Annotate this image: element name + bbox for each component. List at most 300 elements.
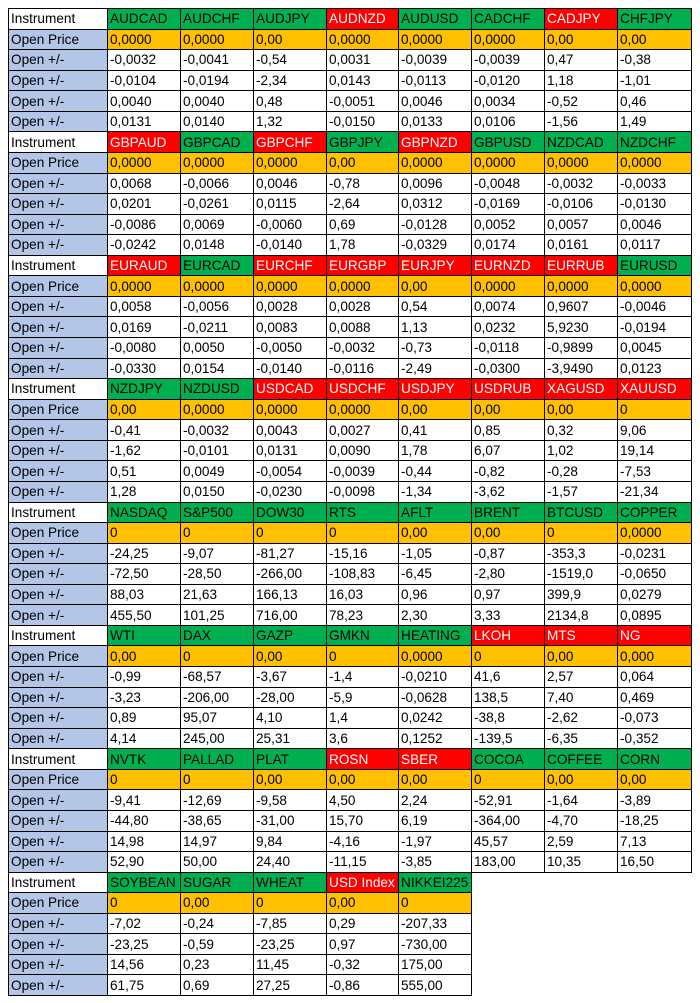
open-diff-cell[interactable]: -206,00 bbox=[181, 687, 254, 708]
open-diff-cell[interactable]: 27,25 bbox=[254, 975, 327, 996]
open-diff-cell[interactable]: 16,03 bbox=[327, 584, 399, 605]
open-diff-cell[interactable]: 0,48 bbox=[254, 91, 327, 112]
open-price-cell[interactable]: 0 bbox=[108, 523, 181, 544]
open-diff-cell[interactable]: -1,56 bbox=[545, 111, 618, 132]
open-diff-cell[interactable]: 0,0143 bbox=[327, 70, 399, 91]
instrument-name-cell[interactable]: AUDCAD bbox=[108, 9, 181, 30]
open-diff-cell[interactable]: -0,0261 bbox=[181, 194, 254, 215]
open-diff-cell[interactable]: 2,59 bbox=[545, 831, 618, 852]
open-price-cell[interactable]: 0,0000 bbox=[254, 399, 327, 420]
open-diff-cell[interactable]: 0,0090 bbox=[327, 440, 399, 461]
open-diff-cell[interactable]: 0,0058 bbox=[108, 296, 181, 317]
open-price-cell[interactable]: 0 bbox=[181, 646, 254, 667]
open-diff-cell[interactable]: 455,50 bbox=[108, 605, 181, 626]
open-diff-cell[interactable]: -0,0128 bbox=[399, 214, 472, 235]
open-price-cell[interactable]: 0,00 bbox=[254, 769, 327, 790]
open-diff-cell[interactable]: -266,00 bbox=[254, 564, 327, 585]
open-diff-cell[interactable]: 0,0201 bbox=[108, 194, 181, 215]
open-diff-cell[interactable]: 88,03 bbox=[108, 584, 181, 605]
open-diff-cell[interactable]: 0,0140 bbox=[181, 111, 254, 132]
instrument-name-cell[interactable]: CADJPY bbox=[545, 9, 618, 30]
instrument-name-cell[interactable]: GBPJPY bbox=[327, 132, 399, 153]
open-price-cell[interactable]: 0,0000 bbox=[254, 152, 327, 173]
open-diff-cell[interactable]: -1,64 bbox=[545, 790, 618, 811]
open-diff-cell[interactable]: 0,89 bbox=[108, 708, 181, 729]
instrument-name-cell[interactable]: AUDNZD bbox=[327, 9, 399, 30]
open-price-cell[interactable]: 0,00 bbox=[108, 646, 181, 667]
open-price-cell[interactable]: 0,00 bbox=[254, 646, 327, 667]
open-diff-cell[interactable]: 2,57 bbox=[545, 667, 618, 688]
open-diff-cell[interactable]: 1,49 bbox=[618, 111, 692, 132]
open-diff-cell[interactable]: -18,25 bbox=[618, 810, 692, 831]
open-diff-cell[interactable]: -0,0210 bbox=[399, 667, 472, 688]
open-diff-cell[interactable]: 4,10 bbox=[254, 708, 327, 729]
instrument-name-cell[interactable]: COFFEE bbox=[545, 749, 618, 770]
open-diff-cell[interactable]: -207,33 bbox=[399, 913, 472, 934]
open-diff-cell[interactable]: -1,4 bbox=[327, 667, 399, 688]
open-diff-cell[interactable]: 0,0083 bbox=[254, 317, 327, 338]
open-diff-cell[interactable]: 716,00 bbox=[254, 605, 327, 626]
open-diff-cell[interactable]: -6,45 bbox=[399, 564, 472, 585]
open-diff-cell[interactable]: 0,0034 bbox=[472, 91, 545, 112]
open-diff-cell[interactable]: 0,0050 bbox=[181, 338, 254, 359]
open-diff-cell[interactable]: -0,0033 bbox=[618, 173, 692, 194]
open-diff-cell[interactable]: 0,46 bbox=[618, 91, 692, 112]
open-diff-cell[interactable]: 0,0174 bbox=[472, 235, 545, 256]
open-diff-cell[interactable]: -0,0039 bbox=[399, 50, 472, 71]
open-diff-cell[interactable]: -24,25 bbox=[108, 543, 181, 564]
open-diff-cell[interactable]: 5,9230 bbox=[545, 317, 618, 338]
open-diff-cell[interactable]: -364,00 bbox=[472, 810, 545, 831]
open-price-cell[interactable]: 0,00 bbox=[545, 29, 618, 50]
open-diff-cell[interactable]: 1,18 bbox=[545, 70, 618, 91]
open-diff-cell[interactable]: -9,41 bbox=[108, 790, 181, 811]
open-diff-cell[interactable]: -3,67 bbox=[254, 667, 327, 688]
open-diff-cell[interactable]: -0,0086 bbox=[108, 214, 181, 235]
instrument-name-cell[interactable]: GMKN bbox=[327, 625, 399, 646]
open-price-cell[interactable]: 0,0000 bbox=[472, 29, 545, 50]
open-diff-cell[interactable]: 1,13 bbox=[399, 317, 472, 338]
open-diff-cell[interactable]: 6,19 bbox=[399, 810, 472, 831]
open-diff-cell[interactable]: -0,0048 bbox=[472, 173, 545, 194]
open-diff-cell[interactable]: -0,0118 bbox=[472, 338, 545, 359]
instrument-name-cell[interactable]: XAUUSD bbox=[618, 379, 692, 400]
open-diff-cell[interactable]: -1,62 bbox=[108, 440, 181, 461]
instrument-name-cell[interactable]: GBPAUD bbox=[108, 132, 181, 153]
instrument-name-cell[interactable]: AUDUSD bbox=[399, 9, 472, 30]
open-price-cell[interactable]: 0,0000 bbox=[545, 152, 618, 173]
open-diff-cell[interactable]: -1,05 bbox=[399, 543, 472, 564]
open-diff-cell[interactable]: 0,0052 bbox=[472, 214, 545, 235]
open-diff-cell[interactable]: -0,78 bbox=[327, 173, 399, 194]
open-price-cell[interactable]: 0,0000 bbox=[181, 152, 254, 173]
instrument-name-cell[interactable]: BRENT bbox=[472, 502, 545, 523]
open-diff-cell[interactable]: -108,83 bbox=[327, 564, 399, 585]
open-diff-cell[interactable]: -2,64 bbox=[327, 194, 399, 215]
open-diff-cell[interactable]: -0,99 bbox=[108, 667, 181, 688]
instrument-name-cell[interactable]: RTS bbox=[327, 502, 399, 523]
open-price-cell[interactable]: 0,0000 bbox=[472, 276, 545, 297]
open-diff-cell[interactable]: 0,0169 bbox=[108, 317, 181, 338]
open-diff-cell[interactable]: -0,0098 bbox=[327, 481, 399, 502]
open-diff-cell[interactable]: 0,96 bbox=[399, 584, 472, 605]
open-price-cell[interactable]: 0,0000 bbox=[108, 276, 181, 297]
open-diff-cell[interactable]: 245,00 bbox=[181, 728, 254, 749]
instrument-name-cell[interactable]: CADCHF bbox=[472, 9, 545, 30]
open-diff-cell[interactable]: 0,0027 bbox=[327, 420, 399, 441]
open-price-cell[interactable]: 0,0000 bbox=[399, 152, 472, 173]
open-diff-cell[interactable]: -0,0194 bbox=[181, 70, 254, 91]
instrument-name-cell[interactable]: EURGBP bbox=[327, 255, 399, 276]
open-diff-cell[interactable]: 0,0068 bbox=[108, 173, 181, 194]
open-price-cell[interactable]: 0,0000 bbox=[399, 646, 472, 667]
open-diff-cell[interactable]: -0,0113 bbox=[399, 70, 472, 91]
open-diff-cell[interactable]: 0,064 bbox=[618, 667, 692, 688]
open-diff-cell[interactable]: 16,50 bbox=[618, 852, 692, 873]
instrument-name-cell[interactable]: ROSN bbox=[327, 749, 399, 770]
open-price-cell[interactable]: 0,00 bbox=[618, 29, 692, 50]
instrument-name-cell[interactable]: GAZP bbox=[254, 625, 327, 646]
open-diff-cell[interactable]: 45,57 bbox=[472, 831, 545, 852]
open-diff-cell[interactable]: -353,3 bbox=[545, 543, 618, 564]
instrument-name-cell[interactable]: EURCAD bbox=[181, 255, 254, 276]
open-diff-cell[interactable]: -7,53 bbox=[618, 461, 692, 482]
open-diff-cell[interactable]: 183,00 bbox=[472, 852, 545, 873]
open-price-cell[interactable]: 0 bbox=[108, 769, 181, 790]
open-diff-cell[interactable]: 0,0117 bbox=[618, 235, 692, 256]
instrument-name-cell[interactable]: COCOA bbox=[472, 749, 545, 770]
open-diff-cell[interactable]: 0,0049 bbox=[181, 461, 254, 482]
open-diff-cell[interactable]: 0,0046 bbox=[254, 173, 327, 194]
open-price-cell[interactable]: 0,00 bbox=[618, 769, 692, 790]
open-diff-cell[interactable]: 0,0161 bbox=[545, 235, 618, 256]
open-diff-cell[interactable]: -0,9899 bbox=[545, 338, 618, 359]
open-diff-cell[interactable]: 3,6 bbox=[327, 728, 399, 749]
open-diff-cell[interactable]: -31,00 bbox=[254, 810, 327, 831]
open-diff-cell[interactable]: 61,75 bbox=[108, 975, 181, 996]
open-diff-cell[interactable]: 7,13 bbox=[618, 831, 692, 852]
open-diff-cell[interactable]: 21,63 bbox=[181, 584, 254, 605]
open-diff-cell[interactable]: -0,0080 bbox=[108, 338, 181, 359]
open-diff-cell[interactable]: -0,0650 bbox=[618, 564, 692, 585]
instrument-name-cell[interactable]: DAX bbox=[181, 625, 254, 646]
open-diff-cell[interactable]: -23,25 bbox=[108, 934, 181, 955]
open-diff-cell[interactable]: -2,80 bbox=[472, 564, 545, 585]
instrument-name-cell[interactable]: S&P500 bbox=[181, 502, 254, 523]
open-diff-cell[interactable]: -2,62 bbox=[545, 708, 618, 729]
open-price-cell[interactable]: 0,00 bbox=[254, 29, 327, 50]
open-price-cell[interactable]: 0,0000 bbox=[108, 152, 181, 173]
open-diff-cell[interactable]: 0,469 bbox=[618, 687, 692, 708]
instrument-name-cell[interactable]: HEATING bbox=[399, 625, 472, 646]
open-diff-cell[interactable]: -3,9490 bbox=[545, 358, 618, 379]
open-diff-cell[interactable]: 7,40 bbox=[545, 687, 618, 708]
open-diff-cell[interactable]: 9,84 bbox=[254, 831, 327, 852]
open-diff-cell[interactable]: 0,0133 bbox=[399, 111, 472, 132]
instrument-name-cell[interactable]: MTS bbox=[545, 625, 618, 646]
open-price-cell[interactable]: 0,0000 bbox=[181, 276, 254, 297]
open-price-cell[interactable]: 0,0000 bbox=[327, 29, 399, 50]
open-diff-cell[interactable]: 0,0123 bbox=[618, 358, 692, 379]
open-diff-cell[interactable]: 0,0074 bbox=[472, 296, 545, 317]
instrument-name-cell[interactable]: SBER bbox=[399, 749, 472, 770]
instrument-name-cell[interactable]: GBPCAD bbox=[181, 132, 254, 153]
open-diff-cell[interactable]: -0,0194 bbox=[618, 317, 692, 338]
open-diff-cell[interactable]: -9,58 bbox=[254, 790, 327, 811]
open-price-cell[interactable]: 0,00 bbox=[181, 893, 254, 914]
open-diff-cell[interactable]: 50,00 bbox=[181, 852, 254, 873]
open-price-cell[interactable]: 0,0000 bbox=[399, 29, 472, 50]
open-diff-cell[interactable]: -0,0106 bbox=[545, 194, 618, 215]
open-diff-cell[interactable]: 0,0279 bbox=[618, 584, 692, 605]
open-diff-cell[interactable]: -1,97 bbox=[399, 831, 472, 852]
open-diff-cell[interactable]: 52,90 bbox=[108, 852, 181, 873]
open-diff-cell[interactable]: -0,0169 bbox=[472, 194, 545, 215]
instrument-name-cell[interactable]: USDRUB bbox=[472, 379, 545, 400]
open-diff-cell[interactable]: -0,0101 bbox=[181, 440, 254, 461]
open-diff-cell[interactable]: 0,1252 bbox=[399, 728, 472, 749]
open-diff-cell[interactable]: 0,32 bbox=[545, 420, 618, 441]
instrument-name-cell[interactable]: NZDJPY bbox=[108, 379, 181, 400]
open-diff-cell[interactable]: -0,0300 bbox=[472, 358, 545, 379]
open-diff-cell[interactable]: 0,0096 bbox=[399, 173, 472, 194]
open-diff-cell[interactable]: -23,25 bbox=[254, 934, 327, 955]
open-diff-cell[interactable]: 0,0150 bbox=[181, 481, 254, 502]
open-diff-cell[interactable]: 11,45 bbox=[254, 954, 327, 975]
instrument-name-cell[interactable]: AFLT bbox=[399, 502, 472, 523]
open-diff-cell[interactable]: -0,52 bbox=[545, 91, 618, 112]
open-diff-cell[interactable]: -0,0050 bbox=[254, 338, 327, 359]
instrument-name-cell[interactable]: NZDUSD bbox=[181, 379, 254, 400]
instrument-name-cell[interactable]: CORN bbox=[618, 749, 692, 770]
open-diff-cell[interactable]: 3,33 bbox=[472, 605, 545, 626]
open-diff-cell[interactable]: 4,14 bbox=[108, 728, 181, 749]
instrument-name-cell[interactable]: LKOH bbox=[472, 625, 545, 646]
open-diff-cell[interactable]: -0,0039 bbox=[327, 461, 399, 482]
open-price-cell[interactable]: 0,00 bbox=[399, 399, 472, 420]
open-diff-cell[interactable]: -0,352 bbox=[618, 728, 692, 749]
open-diff-cell[interactable]: -3,62 bbox=[472, 481, 545, 502]
instrument-name-cell[interactable]: NZDCHF bbox=[618, 132, 692, 153]
open-diff-cell[interactable]: 14,97 bbox=[181, 831, 254, 852]
open-diff-cell[interactable]: 1,78 bbox=[399, 440, 472, 461]
open-diff-cell[interactable]: -9,07 bbox=[181, 543, 254, 564]
instrument-name-cell[interactable]: EURRUB bbox=[545, 255, 618, 276]
instrument-name-cell[interactable]: EURAUD bbox=[108, 255, 181, 276]
open-diff-cell[interactable]: -3,89 bbox=[618, 790, 692, 811]
open-diff-cell[interactable]: 0,69 bbox=[181, 975, 254, 996]
open-diff-cell[interactable]: 2134,8 bbox=[545, 605, 618, 626]
instrument-name-cell[interactable]: SUGAR bbox=[181, 872, 254, 893]
open-diff-cell[interactable]: -0,0066 bbox=[181, 173, 254, 194]
open-diff-cell[interactable]: -0,0231 bbox=[618, 543, 692, 564]
open-diff-cell[interactable]: -0,0032 bbox=[327, 338, 399, 359]
open-diff-cell[interactable]: -0,0032 bbox=[108, 50, 181, 71]
open-price-cell[interactable]: 0,0000 bbox=[618, 152, 692, 173]
open-diff-cell[interactable]: 95,07 bbox=[181, 708, 254, 729]
open-diff-cell[interactable]: -0,0628 bbox=[399, 687, 472, 708]
open-diff-cell[interactable]: 10,35 bbox=[545, 852, 618, 873]
open-diff-cell[interactable]: 0,97 bbox=[472, 584, 545, 605]
open-diff-cell[interactable]: 15,70 bbox=[327, 810, 399, 831]
open-diff-cell[interactable]: 555,00 bbox=[399, 975, 472, 996]
instrument-name-cell[interactable]: AUDCHF bbox=[181, 9, 254, 30]
open-diff-cell[interactable]: 175,00 bbox=[399, 954, 472, 975]
open-diff-cell[interactable]: -0,0140 bbox=[254, 358, 327, 379]
open-diff-cell[interactable]: 0,69 bbox=[327, 214, 399, 235]
open-price-cell[interactable]: 0,000 bbox=[618, 646, 692, 667]
open-diff-cell[interactable]: -0,0120 bbox=[472, 70, 545, 91]
open-diff-cell[interactable]: 2,30 bbox=[399, 605, 472, 626]
instrument-name-cell[interactable]: EURUSD bbox=[618, 255, 692, 276]
open-price-cell[interactable]: 0 bbox=[472, 769, 545, 790]
open-diff-cell[interactable]: -0,0330 bbox=[108, 358, 181, 379]
instrument-name-cell[interactable]: DOW30 bbox=[254, 502, 327, 523]
open-price-cell[interactable]: 0,00 bbox=[545, 399, 618, 420]
open-diff-cell[interactable]: 0,0028 bbox=[254, 296, 327, 317]
open-diff-cell[interactable]: 1,78 bbox=[327, 235, 399, 256]
instrument-name-cell[interactable]: CHFJPY bbox=[618, 9, 692, 30]
open-price-cell[interactable]: 0,0000 bbox=[472, 152, 545, 173]
open-price-cell[interactable]: 0,0000 bbox=[545, 276, 618, 297]
instrument-name-cell[interactable]: NZDCAD bbox=[545, 132, 618, 153]
open-diff-cell[interactable]: -11,15 bbox=[327, 852, 399, 873]
open-diff-cell[interactable]: 14,98 bbox=[108, 831, 181, 852]
open-diff-cell[interactable]: -38,65 bbox=[181, 810, 254, 831]
open-price-cell[interactable]: 0,00 bbox=[399, 769, 472, 790]
open-diff-cell[interactable]: 0,0115 bbox=[254, 194, 327, 215]
open-price-cell[interactable]: 0,00 bbox=[545, 646, 618, 667]
open-diff-cell[interactable]: 0,0154 bbox=[181, 358, 254, 379]
open-diff-cell[interactable]: -6,35 bbox=[545, 728, 618, 749]
open-diff-cell[interactable]: -21,34 bbox=[618, 481, 692, 502]
open-diff-cell[interactable]: 25,31 bbox=[254, 728, 327, 749]
open-diff-cell[interactable]: -0,41 bbox=[108, 420, 181, 441]
open-diff-cell[interactable]: 138,5 bbox=[472, 687, 545, 708]
instrument-name-cell[interactable]: GBPCHF bbox=[254, 132, 327, 153]
open-diff-cell[interactable]: -0,86 bbox=[327, 975, 399, 996]
open-diff-cell[interactable]: -68,57 bbox=[181, 667, 254, 688]
open-diff-cell[interactable]: 78,23 bbox=[327, 605, 399, 626]
instrument-name-cell[interactable]: USDCAD bbox=[254, 379, 327, 400]
open-diff-cell[interactable]: -0,54 bbox=[254, 50, 327, 71]
instrument-name-cell[interactable]: GBPNZD bbox=[399, 132, 472, 153]
open-diff-cell[interactable]: -7,02 bbox=[108, 913, 181, 934]
open-diff-cell[interactable]: 41,6 bbox=[472, 667, 545, 688]
instrument-name-cell[interactable]: EURCHF bbox=[254, 255, 327, 276]
open-diff-cell[interactable]: -0,0041 bbox=[181, 50, 254, 71]
open-price-cell[interactable]: 0,00 bbox=[327, 152, 399, 173]
open-price-cell[interactable]: 0,00 bbox=[399, 276, 472, 297]
open-diff-cell[interactable]: -28,00 bbox=[254, 687, 327, 708]
open-diff-cell[interactable]: -0,0039 bbox=[472, 50, 545, 71]
open-price-cell[interactable]: 0 bbox=[181, 523, 254, 544]
open-diff-cell[interactable]: -0,0242 bbox=[108, 235, 181, 256]
open-diff-cell[interactable]: 19,14 bbox=[618, 440, 692, 461]
instrument-name-cell[interactable]: WHEAT bbox=[254, 872, 327, 893]
open-diff-cell[interactable]: 1,28 bbox=[108, 481, 181, 502]
open-price-cell[interactable]: 0 bbox=[472, 646, 545, 667]
open-price-cell[interactable]: 0,0000 bbox=[181, 29, 254, 50]
open-diff-cell[interactable]: 0,0106 bbox=[472, 111, 545, 132]
open-diff-cell[interactable]: -1,34 bbox=[399, 481, 472, 502]
open-diff-cell[interactable]: 101,25 bbox=[181, 605, 254, 626]
open-diff-cell[interactable]: 0,0040 bbox=[181, 91, 254, 112]
open-price-cell[interactable]: 0,0000 bbox=[618, 523, 692, 544]
open-diff-cell[interactable]: 0,0031 bbox=[327, 50, 399, 71]
open-diff-cell[interactable]: -1,57 bbox=[545, 481, 618, 502]
open-diff-cell[interactable]: 14,56 bbox=[108, 954, 181, 975]
open-diff-cell[interactable]: 0,0043 bbox=[254, 420, 327, 441]
instrument-name-cell[interactable]: AUDJPY bbox=[254, 9, 327, 30]
open-diff-cell[interactable]: -0,0211 bbox=[181, 317, 254, 338]
open-diff-cell[interactable]: -0,0140 bbox=[254, 235, 327, 256]
open-price-cell[interactable]: 0,00 bbox=[472, 523, 545, 544]
instrument-name-cell[interactable]: NASDAQ bbox=[108, 502, 181, 523]
open-diff-cell[interactable]: -0,0054 bbox=[254, 461, 327, 482]
open-diff-cell[interactable]: 6,07 bbox=[472, 440, 545, 461]
instrument-name-cell[interactable]: USDJPY bbox=[399, 379, 472, 400]
open-diff-cell[interactable]: -72,50 bbox=[108, 564, 181, 585]
open-price-cell[interactable]: 0,0000 bbox=[181, 399, 254, 420]
open-diff-cell[interactable]: 0,23 bbox=[181, 954, 254, 975]
open-price-cell[interactable]: 0 bbox=[181, 769, 254, 790]
instrument-name-cell[interactable]: WTI bbox=[108, 625, 181, 646]
open-diff-cell[interactable]: 0,0040 bbox=[108, 91, 181, 112]
open-diff-cell[interactable]: 0,47 bbox=[545, 50, 618, 71]
open-price-cell[interactable]: 0 bbox=[618, 399, 692, 420]
open-diff-cell[interactable]: 4,50 bbox=[327, 790, 399, 811]
open-diff-cell[interactable]: 0,41 bbox=[399, 420, 472, 441]
open-price-cell[interactable]: 0,0000 bbox=[327, 276, 399, 297]
open-diff-cell[interactable]: 0,97 bbox=[327, 934, 399, 955]
open-price-cell[interactable]: 0 bbox=[399, 893, 472, 914]
open-diff-cell[interactable]: -0,38 bbox=[618, 50, 692, 71]
open-diff-cell[interactable]: -139,5 bbox=[472, 728, 545, 749]
open-diff-cell[interactable]: -0,0032 bbox=[545, 173, 618, 194]
open-diff-cell[interactable]: 0,0895 bbox=[618, 605, 692, 626]
open-diff-cell[interactable]: -0,59 bbox=[181, 934, 254, 955]
open-price-cell[interactable]: 0,00 bbox=[545, 769, 618, 790]
open-price-cell[interactable]: 0 bbox=[545, 523, 618, 544]
instrument-name-cell[interactable]: XAGUSD bbox=[545, 379, 618, 400]
open-diff-cell[interactable]: -0,24 bbox=[181, 913, 254, 934]
open-diff-cell[interactable]: -0,87 bbox=[472, 543, 545, 564]
open-diff-cell[interactable]: -28,50 bbox=[181, 564, 254, 585]
open-diff-cell[interactable]: -0,0150 bbox=[327, 111, 399, 132]
instrument-name-cell[interactable]: NIKKEI225 bbox=[399, 872, 472, 893]
open-diff-cell[interactable]: 0,0057 bbox=[545, 214, 618, 235]
open-diff-cell[interactable]: -2,49 bbox=[399, 358, 472, 379]
open-diff-cell[interactable]: -0,0060 bbox=[254, 214, 327, 235]
open-diff-cell[interactable]: 0,85 bbox=[472, 420, 545, 441]
open-price-cell[interactable]: 0 bbox=[254, 523, 327, 544]
open-diff-cell[interactable]: -2,34 bbox=[254, 70, 327, 91]
open-diff-cell[interactable]: 0,54 bbox=[399, 296, 472, 317]
open-diff-cell[interactable]: -38,8 bbox=[472, 708, 545, 729]
instrument-name-cell[interactable]: GBPUSD bbox=[472, 132, 545, 153]
open-diff-cell[interactable]: 166,13 bbox=[254, 584, 327, 605]
open-diff-cell[interactable]: -0,0230 bbox=[254, 481, 327, 502]
open-diff-cell[interactable]: 0,9607 bbox=[545, 296, 618, 317]
open-price-cell[interactable]: 0 bbox=[108, 893, 181, 914]
open-diff-cell[interactable]: 0,0131 bbox=[108, 111, 181, 132]
instrument-name-cell[interactable]: PLAT bbox=[254, 749, 327, 770]
instrument-name-cell[interactable]: NVTK bbox=[108, 749, 181, 770]
open-diff-cell[interactable]: -1519,0 bbox=[545, 564, 618, 585]
instrument-name-cell[interactable]: PALLAD bbox=[181, 749, 254, 770]
open-diff-cell[interactable]: 0,0131 bbox=[254, 440, 327, 461]
